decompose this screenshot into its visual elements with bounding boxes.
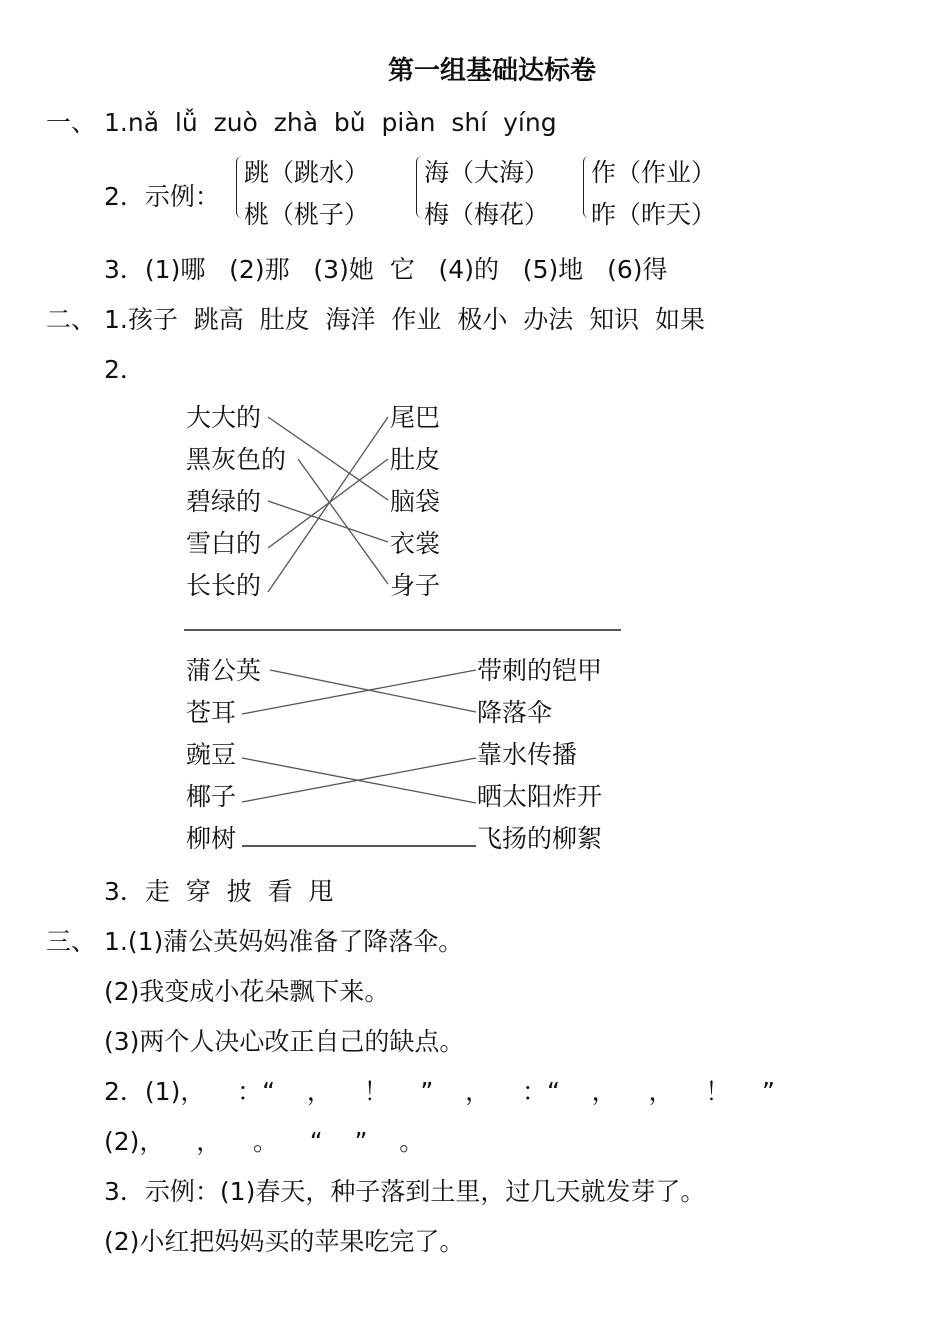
match1-left-4: 雪白的 bbox=[186, 529, 262, 558]
section-number-2: 二、 bbox=[46, 305, 97, 334]
match1-left-3: 碧绿的 bbox=[186, 487, 262, 516]
s1-q2-group3-bottom: 昨（昨天） bbox=[591, 200, 717, 229]
match2-right-5: 飞扬的柳絮 bbox=[477, 824, 603, 853]
s2-q3: 3．走 穿 披 看 甩 bbox=[104, 877, 334, 906]
s3-q2-2: (2)， ， 。 “ ” 。 bbox=[104, 1127, 425, 1156]
match2-right-2: 降落伞 bbox=[477, 698, 553, 727]
match1-right-4: 衣裳 bbox=[390, 529, 441, 558]
match2-left-4: 椰子 bbox=[186, 782, 237, 811]
match1-right-5: 身子 bbox=[390, 571, 441, 600]
match1-line-2 bbox=[298, 459, 388, 584]
s3-q1-1: 1.(1)蒲公英妈妈准备了降落伞。 bbox=[104, 927, 464, 956]
match2-line-2 bbox=[242, 670, 476, 714]
match2-left-5: 柳树 bbox=[186, 824, 237, 853]
s3-q1-2: (2)我变成小花朵飘下来。 bbox=[104, 977, 390, 1006]
match2-left-3: 豌豆 bbox=[186, 740, 237, 769]
s1-q1-pinyin: 1.nǎ lǚ zuò zhà bǔ piàn shí yíng bbox=[104, 108, 557, 137]
match1-right-1: 尾巴 bbox=[390, 403, 441, 432]
s3-q1-3: (3)两个人决心改正自己的缺点。 bbox=[104, 1027, 465, 1056]
match1-left-1: 大大的 bbox=[186, 403, 262, 432]
s3-q3-1: 3．示例：(1)春天，种子落到土里，过几天就发芽了。 bbox=[104, 1177, 706, 1206]
match2-right-4: 晒太阳炸开 bbox=[477, 782, 603, 811]
s3-q2-1: 2．(1)， ：“ ， ！ ” ， ：“ ， ， ！ ” bbox=[104, 1077, 775, 1106]
match1-left-2: 黑灰色的 bbox=[186, 445, 287, 474]
match1-left-5: 长长的 bbox=[186, 571, 262, 600]
page-title: 第一组基础达标卷 bbox=[388, 56, 597, 86]
s1-q2-group1-bottom: 桃（桃子） bbox=[244, 200, 370, 229]
s1-q3: 3．(1)哪 (2)那 (3)她 它 (4)的 (5)地 (6)得 bbox=[104, 255, 668, 284]
s2-q2-label: 2． bbox=[104, 355, 145, 384]
section-number-1: 一、 bbox=[46, 108, 97, 137]
match1-line-1 bbox=[268, 417, 388, 500]
match1-right-2: 肚皮 bbox=[390, 445, 441, 474]
match1-line-3 bbox=[268, 501, 388, 542]
s1-q2-label: 2．示例： bbox=[104, 182, 220, 211]
s1-q2-group1-top: 跳（跳水） bbox=[244, 158, 370, 187]
match2-left-2: 苍耳 bbox=[186, 698, 237, 727]
s1-q2-group3-top: 作（作业） bbox=[591, 158, 717, 187]
match2-right-1: 带刺的铠甲 bbox=[477, 656, 603, 685]
s2-q1: 1.孩子 跳高 肚皮 海洋 作业 极小 办法 知识 如果 bbox=[104, 305, 706, 334]
match1-line-5 bbox=[268, 417, 388, 592]
match2-left-1: 蒲公英 bbox=[186, 656, 262, 685]
match2-right-3: 靠水传播 bbox=[477, 740, 578, 769]
s1-q2-group2-top: 海（大海） bbox=[424, 158, 550, 187]
s3-q3-2: (2)小红把妈妈买的苹果吃完了。 bbox=[104, 1227, 465, 1256]
s1-q2-group2-bottom: 梅（梅花） bbox=[424, 200, 550, 229]
section-number-3: 三、 bbox=[46, 927, 97, 956]
match1-right-3: 脑袋 bbox=[390, 487, 441, 516]
